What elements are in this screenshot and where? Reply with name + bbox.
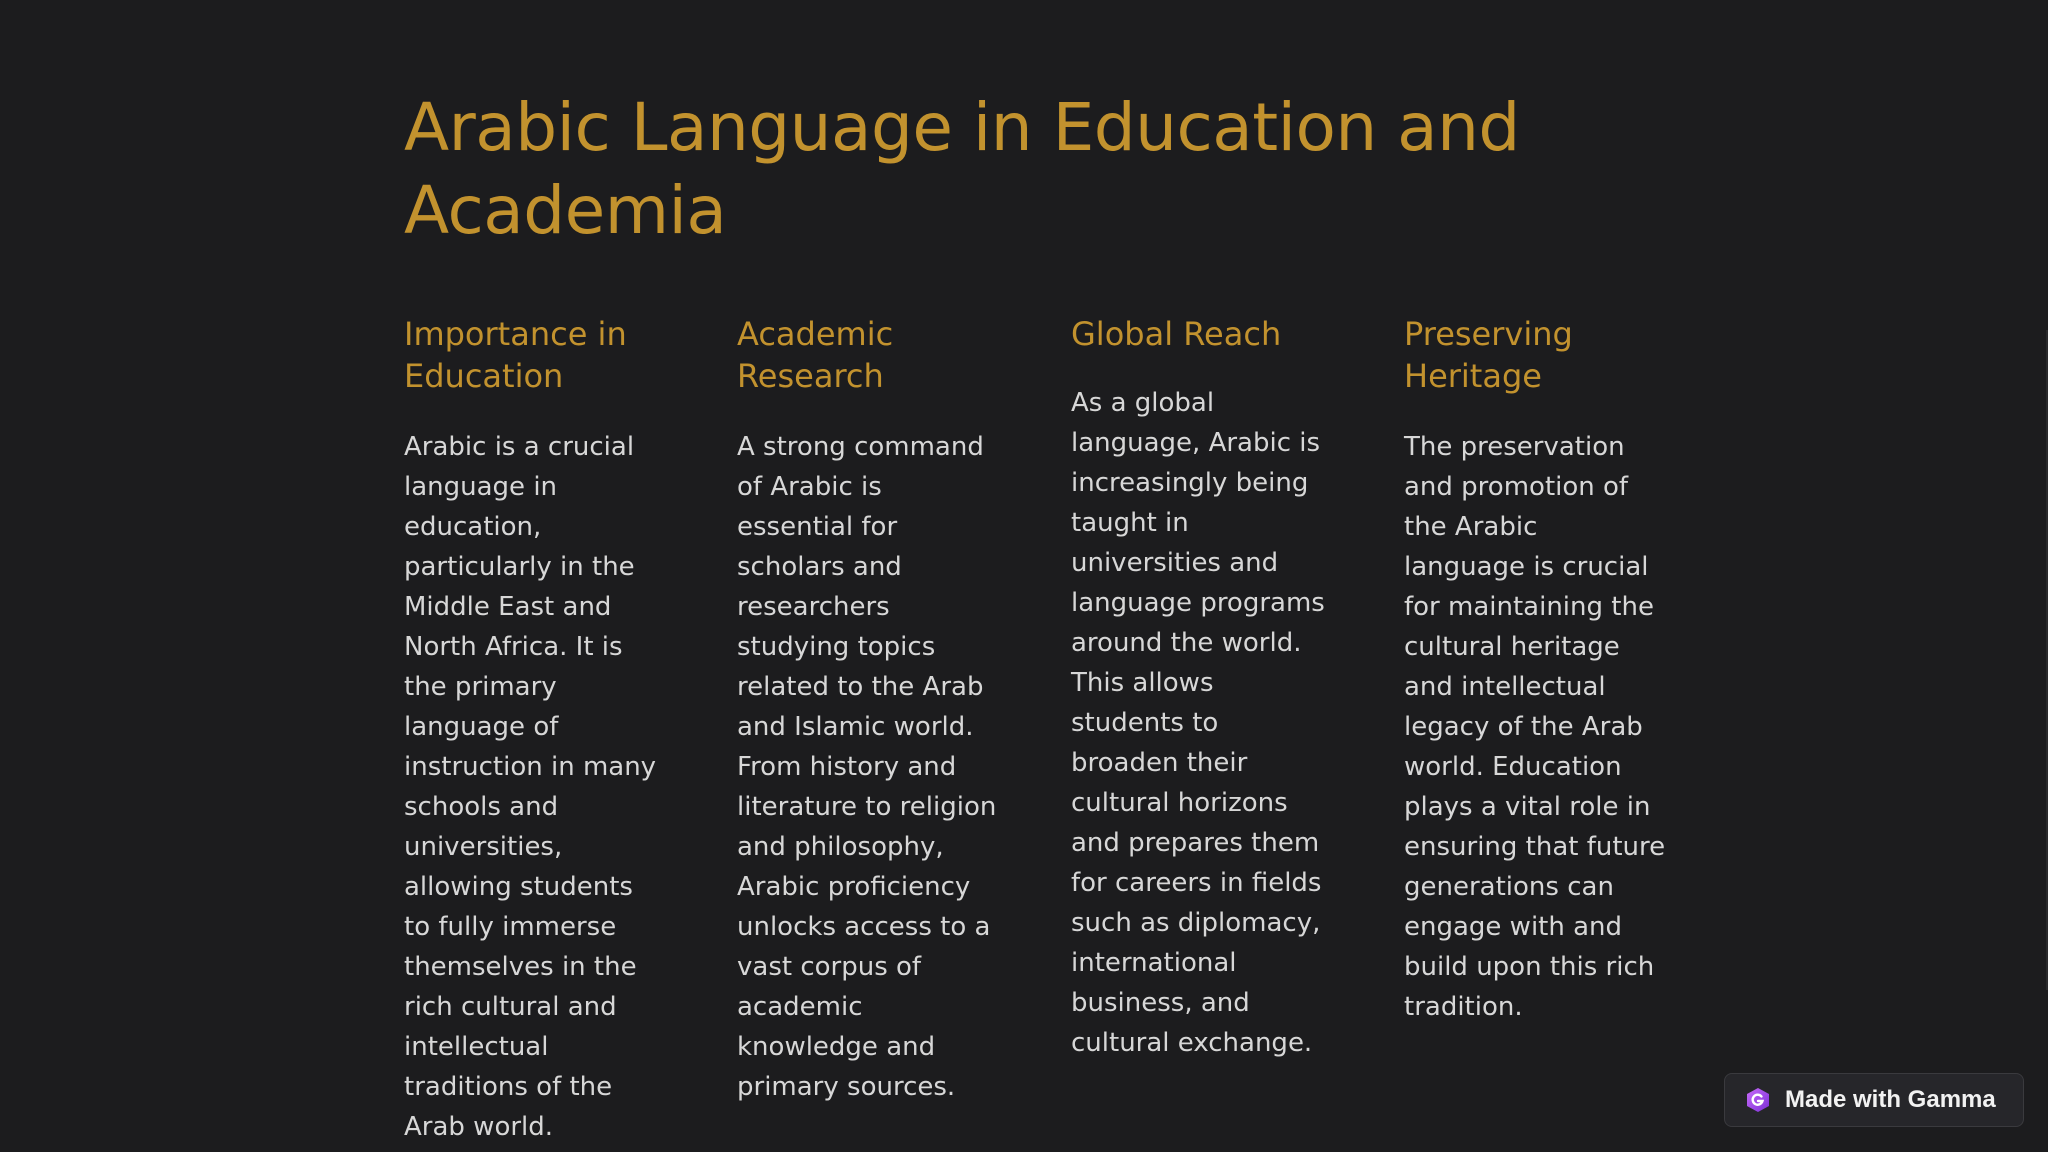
- column-importance-in-education: [404, 313, 666, 1147]
- column-preserving-heritage: [1404, 313, 1666, 1027]
- badge-label: Made with Gamma: [1785, 1086, 1996, 1113]
- column-academic-research: [737, 313, 999, 1107]
- column-heading: Global Reach: [1071, 315, 1282, 353]
- gamma-logo-icon: [1745, 1087, 1771, 1113]
- slide-title: Arabic Language in Education and Academia: [404, 89, 1520, 249]
- column-body: A strong command of Arabic is essential for scholars and researchers studying topics related to the Arab and Islamic world. From history and literature to religion and philosophy, Arabic proficiency unlocks access to a vast corpus of academic knowledge and primary sources.: [737, 432, 997, 1102]
- column-body: The preservation and promotion of the Arabic language is crucial for maintaining the cultural heritage and intellectual legacy of the Arab world. Education plays a vital role in ensuring that future generations can engage with and build upon this rich tradition.: [1404, 432, 1666, 1022]
- made-with-gamma-button[interactable]: [1724, 1073, 2024, 1127]
- column-global-reach: [1071, 313, 1333, 1063]
- column-body: Arabic is a crucial language in education, particularly in the Middle East and North Africa. It is the primary language of instruction in many schools and universities, allowing students to fully immerse themselves in the rich cultural and intellectual traditions of the Arab world.: [404, 432, 657, 1142]
- column-heading: Importance in Education: [404, 315, 627, 395]
- column-heading: Academic Research: [737, 315, 894, 395]
- column-heading: Preserving Heritage: [1404, 315, 1573, 395]
- column-body: As a global language, Arabic is increasingly being taught in universities and language programs around the world. This allows students to broaden their cultural horizons and prepares them for careers in fields such as diplomacy, international business, and cultural exchange.: [1071, 388, 1325, 1058]
